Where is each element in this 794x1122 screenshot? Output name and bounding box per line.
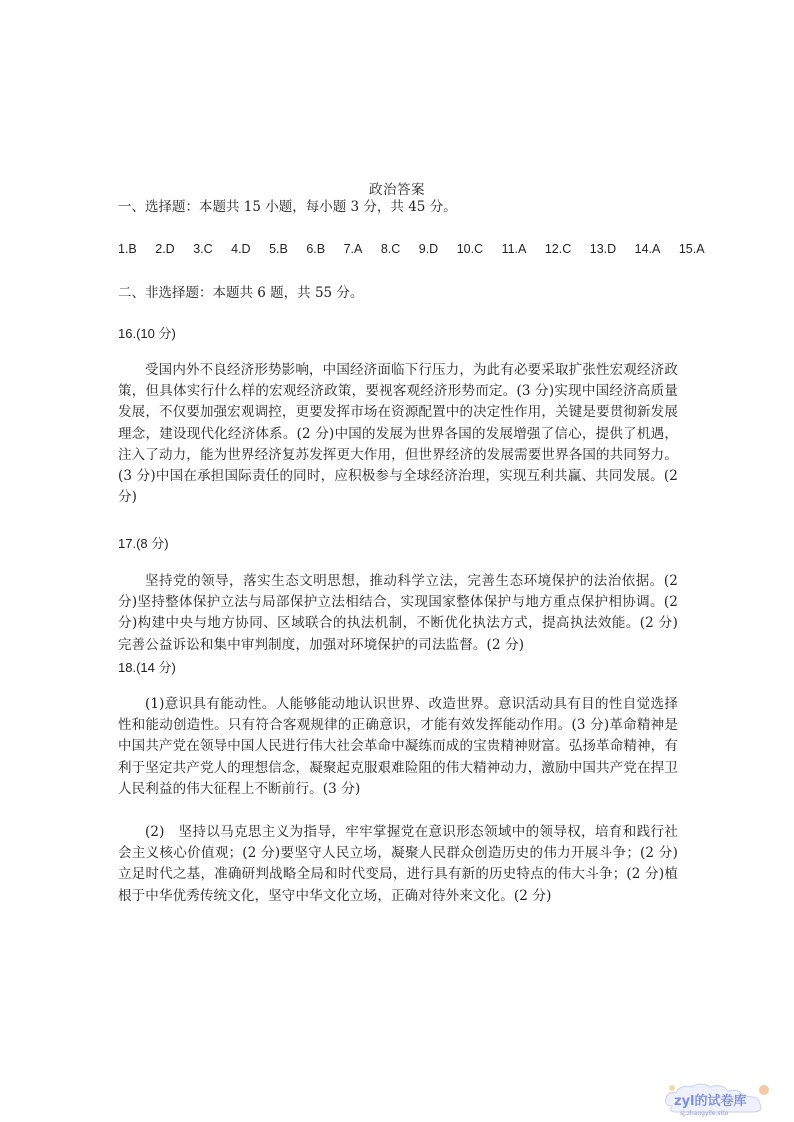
answer-item: 14.A: [634, 242, 661, 256]
answer-key-row: [118, 242, 720, 256]
question-18-part2: (2) 坚持以马克思主义为指导，牢牢掌握党在意识形态领域中的领导权，培育和践行社会主义核心价值观；(2 分)要坚守人民立场，凝聚人民群众创造历史的伟力开展斗争；(2 分)立足时代之基，准确研判战略全局和时代变局，进行具有新的历史特点的伟大斗争；(2 分)植根于中华优秀传统文化，坚守中华文化立场，正确对待外来文化。(2 分): [118, 824, 678, 904]
section2-heading: 二、非选择题：本题共 6 题，共 55 分。: [118, 285, 364, 301]
answer-item: 11.A: [501, 242, 527, 256]
answer-item: 5.B: [269, 242, 288, 256]
section1-heading: 一、选择题：本题共 15 小题，每小题 3 分，共 45 分。: [118, 199, 457, 215]
watermark-text: zyl的试卷库: [674, 1094, 747, 1109]
answer-item: 3.C: [193, 242, 213, 256]
answer-item: 9.D: [418, 242, 439, 256]
answer-item: 2.D: [155, 242, 175, 256]
answer-item: 7.A: [343, 242, 363, 256]
watermark-subtext: sj.zhangyile.site: [680, 1110, 729, 1117]
question-17-label: 17.(8 分): [118, 536, 169, 551]
question-16-label: 16.(10 分): [118, 326, 176, 341]
answer-item: 8.C: [380, 242, 401, 256]
page-title: 政治答案: [369, 182, 425, 198]
answer-item: 1.B: [118, 242, 137, 256]
answer-item: 13.D: [589, 242, 617, 256]
watermark-cloud-icon: [660, 1078, 780, 1118]
answer-item: 6.B: [306, 242, 326, 256]
answer-item: 10.C: [456, 242, 484, 256]
answer-item: 15.A: [678, 242, 705, 256]
question-18-label: 18.(14 分): [118, 660, 176, 675]
watermark-logo: [660, 1078, 780, 1118]
question-17-answer: 坚持党的领导，落实生态文明思想，推动科学立法，完善生态环境保护的法治依据。(2 分)坚持整体保护立法与局部保护立法相结合，实现国家整体保护与地方重点保护相协调。(2 分)构建中央与地方协同、区域联合的执法机制，不断优化执法方式，提高执法效能。(2 分)完善公益诉讼和集中审判制度，加强对环境保护的司法监督。(2 分): [118, 573, 678, 653]
question-16-answer: 受国内外不良经济形势影响，中国经济面临下行压力，为此有必要采取扩张性宏观经济政策，但具体实行什么样的宏观经济政策，要视客观经济形势而定。(3 分)实现中国经济高质量发展，不仅要加强宏观调控，更要发挥市场在资源配置中的决定性作用，关键是要贯彻新发展理念，建设现代化经济体系。(2 分)中国的发展为世界各国的发展增强了信心，提供了机遇，注入了动力，能为世界经济复苏发挥更大作用，但世界经济的发展需要世界各国的共同努力。(3 分)中国在承担国际责任的同时，应积极参与全球经济治理，实现互利共赢、共同发展。(2 分): [118, 362, 678, 506]
answer-item: 4.D: [231, 242, 251, 256]
question-18-part1: (1)意识具有能动性。人能够能动地认识世界、改造世界。意识活动具有目的性自觉选择性和能动创造性。只有符合客观规律的正确意识，才能有效发挥能动作用。(3 分)革命精神是中国共产党在领导中国人民进行伟大社会革命中凝练而成的宝贵精神财富。弘扬革命精神，有利于坚定共产党人的理想信念，凝聚起克服艰难险阻的伟大精神动力，激励中国共产党在捍卫人民利益的伟大征程上不断前行。(3 分): [118, 696, 678, 797]
answer-item: 12.C: [544, 242, 572, 256]
